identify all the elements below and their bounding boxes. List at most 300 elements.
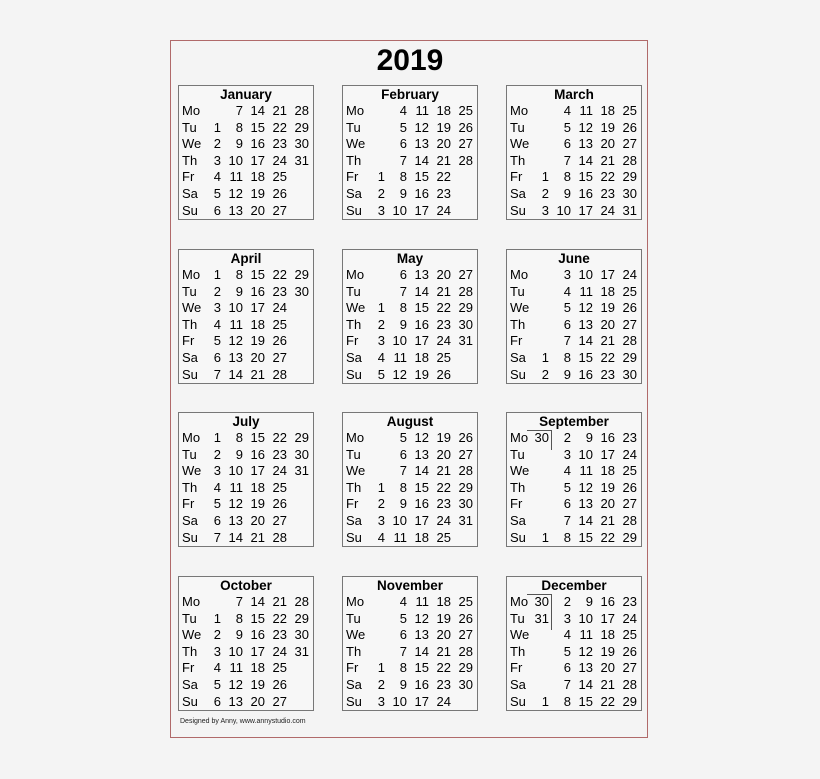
date-cell: 18 xyxy=(600,283,615,299)
date-cell: 20 xyxy=(250,512,265,528)
date-cell: 5 xyxy=(213,676,221,692)
date-cell: 24 xyxy=(436,333,451,349)
date-cell: 21 xyxy=(272,103,287,118)
date-cell: 24 xyxy=(622,610,637,626)
weekday-label: Fr xyxy=(346,169,359,185)
week-row xyxy=(343,186,477,203)
week-row xyxy=(507,694,641,711)
date-cell: 3 xyxy=(563,610,571,626)
week-row xyxy=(507,300,641,317)
date-cell: 20 xyxy=(600,496,615,512)
week-row xyxy=(343,513,477,530)
date-cell: 3 xyxy=(213,300,221,316)
date-cell: 9 xyxy=(563,366,571,382)
week-row xyxy=(179,677,313,694)
date-cell: 9 xyxy=(235,136,243,152)
date-cell: 26 xyxy=(458,119,473,135)
week-row xyxy=(179,317,313,334)
date-cell xyxy=(369,644,385,661)
date-cell: 19 xyxy=(436,119,451,135)
weekday-label: Tu xyxy=(510,283,525,299)
date-cell: 15 xyxy=(414,479,429,495)
date-cell: 28 xyxy=(458,152,473,168)
date-cell: 2 xyxy=(377,496,385,512)
date-cell: 1 xyxy=(541,693,549,709)
weekday-label: Fr xyxy=(510,660,523,676)
date-cell: 12 xyxy=(414,430,429,445)
date-cell: 27 xyxy=(622,316,637,332)
week-row xyxy=(179,594,313,611)
date-cell: 25 xyxy=(272,479,287,495)
weekday-label: Th xyxy=(182,643,198,659)
date-cell: 19 xyxy=(250,676,265,692)
date-cell xyxy=(451,694,473,711)
date-cell: 16 xyxy=(578,185,593,201)
week-row xyxy=(343,430,477,447)
date-cell xyxy=(533,300,549,317)
week-row xyxy=(343,136,477,153)
date-cell: 12 xyxy=(414,119,429,135)
date-cell: 1 xyxy=(213,119,221,135)
date-cell: 14 xyxy=(578,512,593,528)
date-cell: 20 xyxy=(436,267,451,282)
month-october xyxy=(178,576,314,711)
date-cell: 3 xyxy=(541,202,549,218)
date-cell xyxy=(287,300,309,317)
date-cell: 19 xyxy=(600,300,615,316)
date-cell: 26 xyxy=(622,300,637,316)
weekday-label: Fr xyxy=(346,496,359,512)
date-cell: 3 xyxy=(377,693,385,709)
date-cell xyxy=(205,594,221,611)
date-cell: 19 xyxy=(436,430,451,445)
month-name: June xyxy=(558,251,590,266)
date-cell: 15 xyxy=(578,693,593,709)
month-name: November xyxy=(376,578,444,593)
date-cell: 7 xyxy=(399,463,407,479)
date-cell: 22 xyxy=(272,430,287,445)
date-cell: 26 xyxy=(272,333,287,349)
weekday-label: Tu xyxy=(182,283,197,299)
date-cell: 20 xyxy=(600,316,615,332)
date-cell xyxy=(451,367,473,384)
week-row xyxy=(507,267,641,284)
date-cell: 28 xyxy=(622,152,637,168)
date-cell: 11 xyxy=(579,627,593,643)
date-cell: 27 xyxy=(458,446,473,462)
date-cell: 1 xyxy=(213,610,221,626)
weekday-label: Sa xyxy=(346,512,362,528)
date-cell: 7 xyxy=(213,366,221,382)
date-cell: 10 xyxy=(228,643,243,659)
date-cell: 22 xyxy=(600,529,615,545)
date-cell: 15 xyxy=(414,660,429,676)
date-cell xyxy=(287,203,309,220)
weekday-label: Tu xyxy=(346,446,361,462)
date-cell: 21 xyxy=(436,283,451,299)
date-cell: 23 xyxy=(272,446,287,462)
week-row xyxy=(507,513,641,530)
date-cell xyxy=(533,463,549,480)
week-row xyxy=(179,627,313,644)
date-cell: 14 xyxy=(228,366,243,382)
weekday-label: Tu xyxy=(346,283,361,299)
date-cell: 2 xyxy=(377,316,385,332)
weekday-label: Mo xyxy=(510,430,529,445)
date-cell: 11 xyxy=(579,103,593,118)
date-cell: 7 xyxy=(563,333,571,349)
week-row xyxy=(507,350,641,367)
date-cell: 29 xyxy=(294,610,309,626)
weekday-label: Tu xyxy=(182,119,197,135)
week-row xyxy=(179,611,313,628)
date-cell xyxy=(533,317,549,334)
date-cell: 8 xyxy=(563,349,571,365)
week-row xyxy=(343,284,477,301)
date-cell: 31 xyxy=(294,643,309,659)
weekday-label: Fr xyxy=(510,169,523,185)
date-cell: 23 xyxy=(436,676,451,692)
date-cell: 21 xyxy=(272,594,287,609)
week-row xyxy=(343,677,477,694)
date-cell: 3 xyxy=(213,152,221,168)
date-cell: 26 xyxy=(458,610,473,626)
date-cell: 22 xyxy=(436,479,451,495)
date-cell: 13 xyxy=(228,693,243,709)
date-cell: 26 xyxy=(622,643,637,659)
date-cell xyxy=(287,186,309,203)
date-cell: 30 xyxy=(622,366,637,382)
week-row xyxy=(507,644,641,661)
date-cell: 16 xyxy=(600,594,615,609)
weekday-label: Mo xyxy=(510,267,529,282)
date-cell: 14 xyxy=(228,529,243,545)
date-cell: 15 xyxy=(578,169,593,185)
date-cell: 28 xyxy=(458,283,473,299)
date-cell: 10 xyxy=(392,333,407,349)
weekday-label: Th xyxy=(510,643,526,659)
date-cell: 22 xyxy=(272,610,287,626)
week-row xyxy=(179,120,313,137)
date-cell: 4 xyxy=(563,103,571,118)
date-cell: 7 xyxy=(399,283,407,299)
date-cell: 1 xyxy=(377,479,385,495)
month-march xyxy=(506,85,642,220)
date-cell: 21 xyxy=(600,676,615,692)
week-row xyxy=(343,463,477,480)
date-cell: 12 xyxy=(392,366,407,382)
date-cell: 17 xyxy=(414,333,429,349)
date-cell: 5 xyxy=(399,610,407,626)
weekday-label: Tu xyxy=(510,119,525,135)
weekday-label: Su xyxy=(182,366,198,382)
date-cell: 18 xyxy=(250,660,265,676)
week-row xyxy=(179,186,313,203)
date-cell: 25 xyxy=(458,594,473,609)
week-row xyxy=(507,367,641,384)
date-cell: 2 xyxy=(213,446,221,462)
date-cell: 22 xyxy=(600,169,615,185)
date-cell: 26 xyxy=(272,496,287,512)
weekday-label: Fr xyxy=(182,169,195,185)
weekday-label: Tu xyxy=(510,610,525,626)
month-name: December xyxy=(541,578,607,593)
week-row xyxy=(343,447,477,464)
date-cell: 23 xyxy=(600,185,615,201)
date-cell xyxy=(369,611,385,628)
date-cell: 28 xyxy=(622,512,637,528)
date-cell xyxy=(369,103,385,120)
date-cell: 5 xyxy=(213,185,221,201)
date-cell: 4 xyxy=(399,594,407,609)
date-cell: 6 xyxy=(213,349,221,365)
date-cell: 4 xyxy=(377,349,385,365)
date-cell: 5 xyxy=(563,479,571,495)
date-cell: 27 xyxy=(272,202,287,218)
date-cell xyxy=(451,186,473,203)
weekday-label: Mo xyxy=(346,103,365,118)
date-cell xyxy=(287,333,309,350)
date-cell xyxy=(533,480,549,497)
month-name: February xyxy=(381,87,439,102)
date-cell: 21 xyxy=(436,463,451,479)
date-cell: 17 xyxy=(250,463,265,479)
week-row xyxy=(179,530,313,547)
date-cell: 3 xyxy=(377,333,385,349)
date-cell: 30 xyxy=(458,496,473,512)
week-row xyxy=(507,103,641,120)
date-cell: 15 xyxy=(414,300,429,316)
date-cell: 18 xyxy=(600,463,615,479)
month-name: October xyxy=(220,578,272,593)
date-cell: 18 xyxy=(250,479,265,495)
week-row xyxy=(179,103,313,120)
date-cell: 3 xyxy=(377,512,385,528)
date-cell: 14 xyxy=(414,283,429,299)
date-cell: 27 xyxy=(272,349,287,365)
date-cell xyxy=(287,169,309,186)
week-row xyxy=(343,300,477,317)
month-july xyxy=(178,412,314,547)
weekday-label: Mo xyxy=(346,430,365,445)
date-cell: 28 xyxy=(294,103,309,118)
date-cell: 17 xyxy=(578,202,593,218)
date-cell: 4 xyxy=(213,169,221,185)
date-cell: 5 xyxy=(377,366,385,382)
date-cell: 29 xyxy=(622,529,637,545)
date-cell: 2 xyxy=(213,627,221,643)
date-cell: 27 xyxy=(458,267,473,282)
month-name: May xyxy=(396,251,424,266)
week-row xyxy=(179,203,313,220)
weekday-label: Th xyxy=(346,479,362,495)
date-cell: 9 xyxy=(399,185,407,201)
date-cell: 10 xyxy=(392,202,407,218)
date-cell: 25 xyxy=(272,169,287,185)
date-cell: 24 xyxy=(272,152,287,168)
date-cell: 17 xyxy=(600,267,615,282)
week-row xyxy=(179,430,313,447)
week-row xyxy=(343,627,477,644)
date-cell: 20 xyxy=(250,693,265,709)
week-row xyxy=(507,203,641,220)
date-cell: 25 xyxy=(622,627,637,643)
date-cell: 8 xyxy=(399,169,407,185)
date-cell: 6 xyxy=(399,136,407,152)
date-cell: 18 xyxy=(600,627,615,643)
date-cell: 16 xyxy=(414,185,429,201)
weekday-label: Th xyxy=(510,479,526,495)
date-cell: 7 xyxy=(563,512,571,528)
date-cell: 8 xyxy=(399,479,407,495)
date-cell: 24 xyxy=(622,267,637,282)
week-row xyxy=(507,660,641,677)
date-cell xyxy=(287,317,309,334)
weekday-label: Tu xyxy=(510,446,525,462)
date-cell: 21 xyxy=(436,152,451,168)
date-cell: 8 xyxy=(399,660,407,676)
date-cell: 27 xyxy=(458,627,473,643)
date-cell: 23 xyxy=(272,627,287,643)
date-cell xyxy=(533,120,549,137)
week-row xyxy=(179,513,313,530)
date-cell: 16 xyxy=(250,283,265,299)
date-cell: 2 xyxy=(563,594,571,609)
date-cell: 1 xyxy=(377,169,385,185)
date-cell: 7 xyxy=(563,152,571,168)
weekday-label: Th xyxy=(346,316,362,332)
weekday-label: We xyxy=(346,300,366,316)
weekday-label: Su xyxy=(510,693,526,709)
week-row xyxy=(507,136,641,153)
date-cell: 6 xyxy=(563,136,571,152)
weekday-label: Mo xyxy=(510,103,529,118)
date-cell xyxy=(533,513,549,530)
date-cell: 9 xyxy=(399,676,407,692)
date-cell: 23 xyxy=(436,316,451,332)
date-cell: 8 xyxy=(235,610,243,626)
date-cell xyxy=(533,496,549,513)
date-cell: 1 xyxy=(377,660,385,676)
date-cell: 2 xyxy=(377,676,385,692)
week-row xyxy=(507,120,641,137)
date-cell: 4 xyxy=(213,316,221,332)
date-cell xyxy=(533,103,549,120)
calendar-year-title: 2019 xyxy=(376,44,444,77)
week-row xyxy=(343,350,477,367)
date-cell: 16 xyxy=(578,366,593,382)
date-cell: 18 xyxy=(436,103,451,118)
date-cell: 11 xyxy=(579,283,593,299)
date-cell: 10 xyxy=(578,446,593,462)
date-cell: 24 xyxy=(600,202,615,218)
date-cell: 27 xyxy=(622,660,637,676)
weekday-label: We xyxy=(510,300,530,316)
date-cell: 23 xyxy=(272,283,287,299)
weekday-label: We xyxy=(182,300,202,316)
date-cell xyxy=(533,677,549,694)
date-cell: 17 xyxy=(414,693,429,709)
week-row xyxy=(179,333,313,350)
date-cell: 5 xyxy=(213,496,221,512)
date-cell: 16 xyxy=(600,430,615,445)
weekday-label: Mo xyxy=(182,267,201,282)
date-cell: 14 xyxy=(414,463,429,479)
date-cell: 7 xyxy=(399,643,407,659)
date-cell: 8 xyxy=(235,430,243,445)
date-cell: 26 xyxy=(272,185,287,201)
date-cell: 20 xyxy=(600,136,615,152)
weekday-label: Su xyxy=(510,529,526,545)
date-cell: 28 xyxy=(294,594,309,609)
date-cell: 6 xyxy=(213,202,221,218)
date-cell: 12 xyxy=(228,676,243,692)
date-cell xyxy=(533,333,549,350)
date-cell: 4 xyxy=(563,463,571,479)
date-cell: 29 xyxy=(294,119,309,135)
date-cell: 20 xyxy=(600,660,615,676)
date-cell xyxy=(287,530,309,547)
week-row xyxy=(179,136,313,153)
date-cell: 13 xyxy=(414,446,429,462)
date-cell: 9 xyxy=(235,446,243,462)
date-cell: 22 xyxy=(436,169,451,185)
date-cell: 7 xyxy=(213,529,221,545)
date-cell: 1 xyxy=(213,430,221,445)
date-cell: 28 xyxy=(272,366,287,382)
date-cell: 1 xyxy=(541,529,549,545)
date-cell: 7 xyxy=(235,103,243,118)
date-cell: 27 xyxy=(272,693,287,709)
date-cell: 15 xyxy=(578,529,593,545)
weekday-label: Su xyxy=(182,529,198,545)
weekday-label: Su xyxy=(346,529,362,545)
date-cell: 23 xyxy=(272,136,287,152)
month-june xyxy=(506,249,642,384)
date-cell: 19 xyxy=(600,119,615,135)
date-cell: 18 xyxy=(414,349,429,365)
date-cell xyxy=(287,660,309,677)
date-cell: 20 xyxy=(250,349,265,365)
date-cell: 12 xyxy=(578,643,593,659)
date-cell: 6 xyxy=(213,512,221,528)
date-cell: 18 xyxy=(414,529,429,545)
date-cell: 24 xyxy=(436,512,451,528)
month-name: March xyxy=(554,87,594,102)
date-cell: 27 xyxy=(622,136,637,152)
date-cell: 2 xyxy=(541,366,549,382)
date-cell: 21 xyxy=(250,366,265,382)
date-cell: 5 xyxy=(399,430,407,445)
month-name: September xyxy=(539,414,609,429)
date-cell: 14 xyxy=(250,594,265,609)
date-cell: 29 xyxy=(294,430,309,445)
date-cell xyxy=(369,594,385,611)
date-cell: 9 xyxy=(563,185,571,201)
date-cell: 31 xyxy=(622,202,637,218)
date-cell: 3 xyxy=(213,643,221,659)
date-cell: 3 xyxy=(563,446,571,462)
date-cell: 16 xyxy=(250,136,265,152)
date-cell: 24 xyxy=(272,643,287,659)
weekday-label: Sa xyxy=(182,512,198,528)
date-cell: 30 xyxy=(534,430,549,445)
date-cell: 5 xyxy=(563,643,571,659)
date-cell xyxy=(369,120,385,137)
weekday-label: Fr xyxy=(182,496,195,512)
weekday-label: Th xyxy=(510,152,526,168)
date-cell: 13 xyxy=(414,136,429,152)
